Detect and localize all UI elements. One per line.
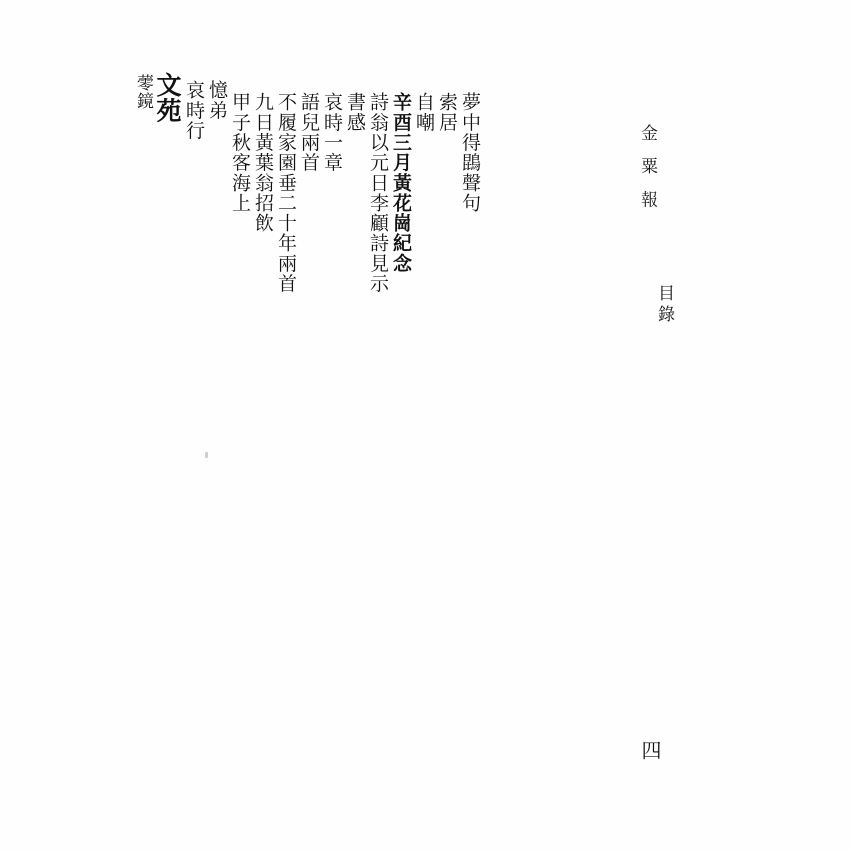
toc-entry: 辛酉三月黃花崗紀念 bbox=[390, 92, 412, 274]
toc-entry: 哀時行 bbox=[183, 80, 205, 141]
toc-entry: 自嘲 bbox=[413, 92, 435, 133]
toc-column-lead bbox=[134, 58, 151, 110]
toc-entry-column bbox=[460, 58, 479, 213]
page-number: 四 bbox=[638, 740, 662, 762]
toc-entry: 憶弟 bbox=[206, 80, 228, 121]
toc-entry: 九日黃葉翁招飲 bbox=[252, 92, 274, 233]
toc-entry-column bbox=[345, 58, 364, 132]
toc-entry-column bbox=[253, 58, 272, 233]
scan-artifact bbox=[205, 452, 208, 458]
toc-entry-column bbox=[322, 58, 341, 173]
toc-entry: 不履家園垂二十年兩首 bbox=[275, 92, 297, 294]
toc-column-heading bbox=[155, 58, 180, 123]
section-label: 目錄 bbox=[654, 284, 674, 327]
journal-title: 金粟報 bbox=[637, 124, 657, 224]
toc-entry-column bbox=[207, 58, 226, 120]
toc-entry: 哀時一章 bbox=[321, 92, 343, 173]
toc-entry-column bbox=[368, 58, 387, 293]
section-heading: 文苑 bbox=[153, 72, 182, 123]
toc-entry-column bbox=[299, 58, 318, 173]
toc-entry: 索居 bbox=[436, 92, 458, 133]
toc-entry: 詩翁以元日李顧詩見示 bbox=[367, 92, 389, 294]
toc-entry-column bbox=[230, 58, 249, 213]
table-of-contents bbox=[130, 58, 550, 758]
toc-entry-column bbox=[414, 58, 433, 132]
section-lead: 蕶鏡 bbox=[133, 74, 153, 111]
toc-entry: 書感 bbox=[344, 92, 366, 133]
toc-entry: 夢中得鵾聲句 bbox=[459, 92, 481, 213]
toc-entry: 語兒兩首 bbox=[298, 92, 320, 173]
toc-entry-column bbox=[276, 58, 295, 293]
toc-entry-column bbox=[391, 58, 410, 273]
toc-entry-column bbox=[437, 58, 456, 132]
running-head bbox=[638, 124, 672, 354]
toc-entry: 甲子秋客海上 bbox=[229, 92, 251, 213]
toc-entry-column bbox=[184, 58, 203, 140]
